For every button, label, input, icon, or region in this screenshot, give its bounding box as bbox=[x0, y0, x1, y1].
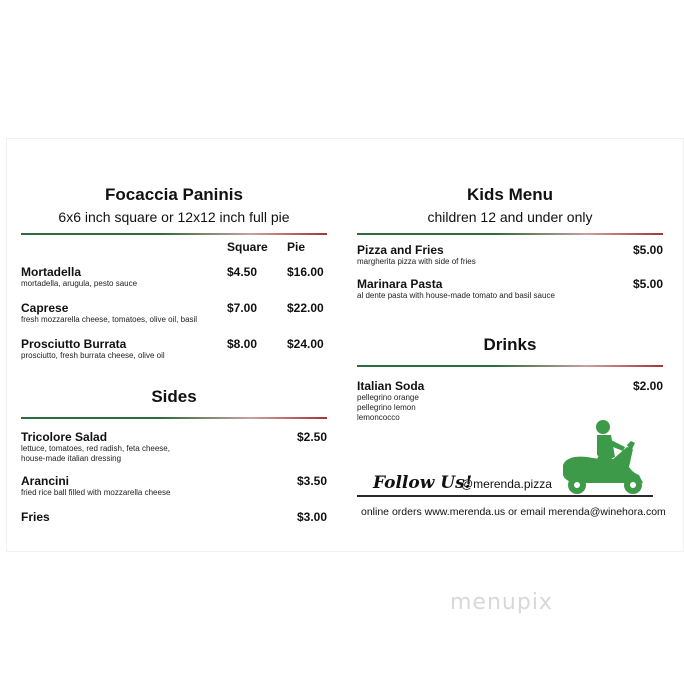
menu-item bbox=[21, 301, 327, 325]
item-name: Italian Soda bbox=[357, 379, 425, 393]
sides-divider bbox=[21, 417, 327, 419]
item-price: $3.00 bbox=[296, 510, 327, 524]
square-price: $4.50 bbox=[227, 265, 258, 279]
menu-item bbox=[21, 265, 327, 289]
drinks-title: Drinks bbox=[483, 335, 537, 354]
menu-item bbox=[21, 337, 327, 361]
item-name: Prosciutto Burrata bbox=[21, 337, 127, 351]
item-name: Mortadella bbox=[21, 265, 82, 279]
scooter-rider-icon bbox=[553, 417, 653, 495]
item-description: al dente pasta with house-made tomato and basil sauce bbox=[357, 291, 555, 300]
follow-section bbox=[357, 411, 657, 499]
left-column bbox=[21, 185, 327, 524]
drinks-divider bbox=[357, 365, 663, 367]
item-description: pellegrino lemon bbox=[357, 403, 416, 412]
square-price: $8.00 bbox=[227, 337, 258, 351]
price-column-headers bbox=[21, 240, 327, 260]
item-name: Caprese bbox=[21, 301, 69, 315]
item-description: margherita pizza with side of fries bbox=[357, 257, 476, 266]
item-name: Fries bbox=[21, 510, 50, 524]
item-description: fresh mozzarella cheese, tomatoes, olive oil, basil bbox=[21, 315, 198, 324]
social-handle[interactable]: @merenda.pizza bbox=[461, 477, 552, 491]
focaccia-divider bbox=[21, 233, 327, 235]
menu-item bbox=[21, 510, 327, 524]
item-description: mortadella, arugula, pesto sauce bbox=[21, 279, 138, 288]
menu-item bbox=[21, 474, 327, 498]
kids-divider bbox=[357, 233, 663, 235]
online-orders-text: online orders www.merenda.us or email merenda@winehora.com bbox=[361, 506, 666, 518]
item-description: pellegrino orange bbox=[357, 393, 419, 402]
item-price: $5.00 bbox=[632, 277, 663, 291]
square-header: Square bbox=[227, 240, 268, 254]
pie-price: $24.00 bbox=[287, 337, 324, 351]
item-name: Arancini bbox=[21, 474, 70, 488]
menu-item bbox=[357, 243, 663, 267]
square-price: $7.00 bbox=[227, 301, 258, 315]
menu-card bbox=[6, 138, 684, 552]
pie-header: Pie bbox=[287, 240, 306, 254]
item-description: house-made italian dressing bbox=[21, 454, 122, 463]
watermark-logo: menupix bbox=[450, 590, 553, 615]
item-description: fried rice ball filled with mozzarella cheese bbox=[21, 488, 171, 497]
item-description: lemoncocco bbox=[357, 413, 400, 422]
right-column bbox=[357, 185, 663, 423]
item-price: $2.50 bbox=[296, 430, 327, 444]
item-price: $5.00 bbox=[632, 243, 663, 257]
item-description: lettuce, tomatoes, red radish, feta cheese, bbox=[21, 444, 170, 453]
item-name: Tricolore Salad bbox=[21, 430, 108, 444]
item-name: Marinara Pasta bbox=[357, 277, 443, 291]
item-name: Pizza and Fries bbox=[357, 243, 444, 257]
follow-divider bbox=[357, 495, 653, 497]
menu-item bbox=[21, 430, 327, 464]
item-price: $3.50 bbox=[296, 474, 327, 488]
sides-title: Sides bbox=[151, 387, 197, 406]
pie-price: $16.00 bbox=[287, 265, 324, 279]
kids-subtitle: children 12 and under only bbox=[427, 209, 593, 225]
menu-item bbox=[357, 277, 663, 301]
item-description: prosciutto, fresh burrata cheese, olive oil bbox=[21, 351, 165, 360]
item-price: $2.00 bbox=[632, 379, 663, 393]
kids-title: Kids Menu bbox=[467, 185, 553, 204]
focaccia-title: Focaccia Paninis bbox=[105, 185, 243, 204]
pie-price: $22.00 bbox=[287, 301, 324, 315]
focaccia-subtitle: 6x6 inch square or 12x12 inch full pie bbox=[58, 209, 290, 225]
follow-us-text: Follow Us! bbox=[373, 473, 473, 493]
